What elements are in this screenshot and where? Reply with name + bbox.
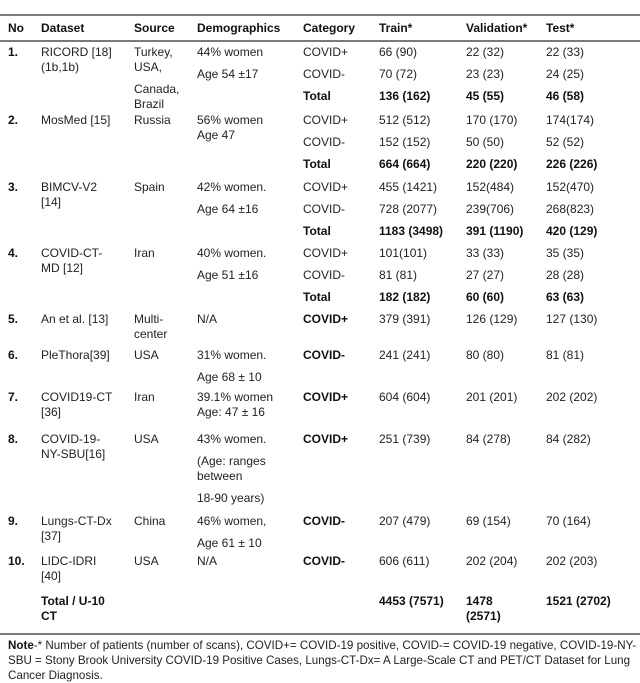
source-country: Turkey,	[134, 45, 173, 59]
row-number: 4.	[8, 246, 19, 260]
validation-cell: 152(484)	[466, 180, 515, 194]
test-cell: 202 (202)	[546, 390, 598, 404]
dataset-name: COVID-CT-	[41, 246, 103, 260]
row-number: 7.	[8, 390, 19, 404]
demographics-line: Age 51 ±16	[197, 268, 259, 282]
demographics-line: 56% women	[197, 113, 264, 127]
train-cell: 66 (90)	[379, 45, 418, 59]
dataset-name: MD [12]	[41, 261, 84, 275]
train-cell: 207 (479)	[379, 514, 431, 528]
validation-cell: 170 (170)	[466, 113, 518, 127]
train-cell: 604 (604)	[379, 390, 431, 404]
test-cell: 226 (226)	[546, 157, 598, 171]
total-train: 4453 (7571)	[379, 594, 444, 608]
total-validation: 1478	[466, 594, 493, 608]
test-cell: 24 (25)	[546, 67, 585, 81]
demographics-line: Age 64 ±16	[197, 202, 259, 216]
header-dataset: Dataset	[41, 21, 85, 35]
train-cell: 152 (152)	[379, 135, 431, 149]
row-number: 10.	[8, 554, 25, 568]
category-cell: COVID-	[303, 202, 345, 216]
table-note	[0, 633, 640, 683]
dataset-name: (1b,1b)	[41, 60, 80, 74]
train-cell: 664 (664)	[379, 157, 431, 171]
source-country: Canada,	[134, 82, 180, 96]
dataset-name: Lungs-CT-Dx	[41, 514, 112, 528]
validation-cell: 201 (201)	[466, 390, 518, 404]
demographics-line: 43% women.	[197, 432, 267, 446]
demographics-line: Age 61 ± 10	[197, 536, 262, 550]
category-cell: Total	[303, 157, 331, 171]
dataset-name: BIMCV-V2	[41, 180, 98, 194]
dataset-name: [14]	[41, 195, 62, 209]
header-train: Train*	[379, 21, 413, 35]
train-cell: 728 (2077)	[379, 202, 438, 216]
category-cell: COVID+	[303, 432, 349, 446]
test-cell: 202 (203)	[546, 554, 598, 568]
dataset-name: [37]	[41, 529, 62, 543]
demographics-line: Age 47	[197, 128, 236, 142]
train-cell: 81 (81)	[379, 268, 418, 282]
demographics-line: N/A	[197, 554, 218, 568]
train-cell: 1183 (3498)	[379, 224, 444, 238]
test-cell: 81 (81)	[546, 348, 585, 362]
header-demographics: Demographics	[197, 21, 281, 35]
test-cell: 35 (35)	[546, 246, 585, 260]
test-cell: 152(470)	[546, 180, 595, 194]
validation-cell: 126 (129)	[466, 312, 518, 326]
train-cell: 136 (162)	[379, 89, 431, 103]
row-number: 1.	[8, 45, 19, 59]
test-cell: 28 (28)	[546, 268, 585, 282]
test-cell: 268(823)	[546, 202, 595, 216]
source-country: USA	[134, 432, 159, 446]
validation-cell: 27 (27)	[466, 268, 505, 282]
category-cell: COVID+	[303, 45, 349, 59]
dataset-name: LIDC-IDRI	[41, 554, 97, 568]
header-source: Source	[134, 21, 175, 35]
demographics-line: (Age: ranges	[197, 454, 266, 468]
test-cell: 52 (52)	[546, 135, 585, 149]
category-cell: COVID+	[303, 246, 349, 260]
test-cell: 46 (58)	[546, 89, 585, 103]
source-country: Brazil	[134, 97, 165, 111]
total-label: Total / U-10	[41, 594, 105, 608]
category-cell: COVID-	[303, 67, 345, 81]
row-number: 6.	[8, 348, 19, 362]
source-country: center	[134, 327, 168, 341]
train-cell: 379 (391)	[379, 312, 431, 326]
test-cell: 22 (33)	[546, 45, 585, 59]
train-cell: 251 (739)	[379, 432, 431, 446]
header-category: Category	[303, 21, 356, 35]
note-text: -* Number of patients (number of scans), COVID+= COVID-19 positive, COVID-= COVID-19 negative, COVID-19-NY-SBU = Stony Brook University COVID-19 Positive Cases, Lungs-CT-Dx= A Large-Scale CT and PET/CT Dataset for Lung Cancer Diagnosis.	[8, 639, 637, 682]
demographics-line: 18-90 years)	[197, 491, 265, 505]
demographics-line: 42% women.	[197, 180, 267, 194]
dataset-name: NY-SBU[16]	[41, 447, 106, 461]
category-cell: Total	[303, 224, 331, 238]
row-number: 5.	[8, 312, 19, 326]
category-cell: COVID-	[303, 554, 345, 568]
train-cell: 241 (241)	[379, 348, 431, 362]
dataset-name: RICORD [18]	[41, 45, 112, 59]
test-cell: 84 (282)	[546, 432, 591, 446]
source-country: China	[134, 514, 166, 528]
validation-cell: 23 (23)	[466, 67, 505, 81]
category-cell: COVID+	[303, 390, 349, 404]
dataset-name: COVID-19-	[41, 432, 101, 446]
row-number: 3.	[8, 180, 19, 194]
demographics-line: Age 54 ±17	[197, 67, 259, 81]
validation-cell: 33 (33)	[466, 246, 505, 260]
dataset-name: [36]	[41, 405, 62, 419]
validation-cell: 50 (50)	[466, 135, 505, 149]
source-country: USA,	[134, 60, 163, 74]
table-header	[0, 16, 640, 42]
validation-cell: 22 (32)	[466, 45, 505, 59]
validation-cell: 80 (80)	[466, 348, 505, 362]
demographics-line: Age: 47 ± 16	[197, 405, 265, 419]
dataset-name: An et al. [13]	[41, 312, 109, 326]
validation-cell: 239(706)	[466, 202, 515, 216]
row-number: 9.	[8, 514, 19, 528]
train-cell: 70 (72)	[379, 67, 418, 81]
category-cell: COVID-	[303, 514, 345, 528]
source-country: USA	[134, 554, 159, 568]
source-country: Iran	[134, 246, 155, 260]
train-cell: 101(101)	[379, 246, 428, 260]
total-test: 1521 (2702)	[546, 594, 611, 608]
note-label: Note	[8, 639, 34, 652]
header-no: No	[8, 21, 24, 35]
source-country: Russia	[134, 113, 171, 127]
header-test: Test*	[546, 21, 575, 35]
row-number: 2.	[8, 113, 19, 127]
dataset-name: PleThora[39]	[41, 348, 110, 362]
test-cell: 420 (129)	[546, 224, 598, 238]
category-cell: COVID+	[303, 312, 349, 326]
category-cell: COVID-	[303, 348, 345, 362]
category-cell: Total	[303, 89, 331, 103]
source-country: USA	[134, 348, 159, 362]
table-body	[0, 42, 640, 623]
demographics-line: N/A	[197, 312, 218, 326]
demographics-line: 31% women.	[197, 348, 267, 362]
validation-cell: 202 (204)	[466, 554, 518, 568]
demographics-line: between	[197, 469, 243, 483]
demographics-line: 39.1% women	[197, 390, 274, 404]
train-cell: 182 (182)	[379, 290, 431, 304]
test-cell: 127 (130)	[546, 312, 598, 326]
datasets-table	[0, 14, 640, 623]
train-cell: 606 (611)	[379, 554, 430, 568]
train-cell: 512 (512)	[379, 113, 431, 127]
validation-cell: 45 (55)	[466, 89, 505, 103]
source-country: Multi-	[134, 312, 164, 326]
row-number: 8.	[8, 432, 19, 446]
total-label: CT	[41, 609, 57, 623]
test-cell: 174(174)	[546, 113, 595, 127]
source-country: Spain	[134, 180, 165, 194]
validation-cell: 60 (60)	[466, 290, 505, 304]
test-cell: 70 (164)	[546, 514, 591, 528]
demographics-line: Age 68 ± 10	[197, 370, 262, 384]
validation-cell: 391 (1190)	[466, 224, 524, 238]
dataset-name: MosMed [15]	[41, 113, 111, 127]
category-cell: COVID+	[303, 113, 349, 127]
train-cell: 455 (1421)	[379, 180, 438, 194]
total-validation: (2571)	[466, 609, 501, 623]
demographics-line: 40% women.	[197, 246, 267, 260]
demographics-line: 46% women,	[197, 514, 267, 528]
category-cell: Total	[303, 290, 331, 304]
validation-cell: 220 (220)	[466, 157, 518, 171]
validation-cell: 84 (278)	[466, 432, 511, 446]
dataset-name: COVID19-CT	[41, 390, 113, 404]
demographics-line: 44% women	[197, 45, 264, 59]
dataset-name: [40]	[41, 569, 62, 583]
category-cell: COVID-	[303, 135, 345, 149]
validation-cell: 69 (154)	[466, 514, 511, 528]
source-country: Iran	[134, 390, 155, 404]
header-validation: Validation*	[466, 21, 528, 35]
category-cell: COVID-	[303, 268, 345, 282]
category-cell: COVID+	[303, 180, 349, 194]
test-cell: 63 (63)	[546, 290, 585, 304]
